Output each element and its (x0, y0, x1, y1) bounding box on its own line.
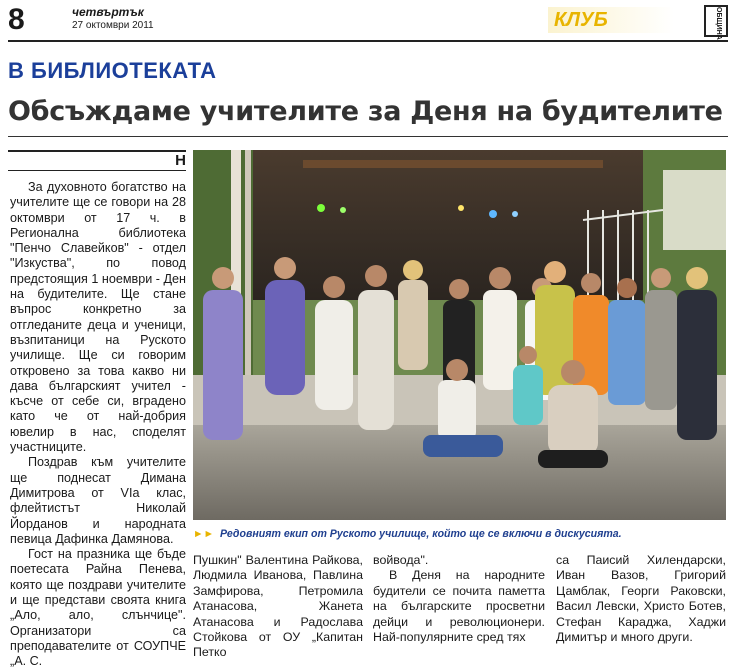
paragraph: Гост на празника ще бъде поетесата Райна Пенева, която ще поздрави учителите и ще представи своята книга „Ало, ало, слънчице". Организатори са преподавателите от СОУПЧЕ „А. С. (10, 547, 186, 669)
page-number: 8 (8, 3, 25, 36)
article-column-4 (556, 553, 726, 645)
paragraph: Пушкин" Валентина Райкова, Людмила Иванова, Павлина Замфирова, Петромила Атанасова, Жанета Атанасова и Радослава Стойкова от ОУ „Капитан Петко (193, 553, 363, 660)
article-column-1 (10, 180, 186, 670)
article-column-2 (193, 553, 363, 661)
headline-divider (8, 136, 728, 137)
photo-caption-text: Редовният екип от Руското училище, който ще се включи в дискусията. (219, 528, 622, 540)
masthead-logo: ОБЩИНА (704, 5, 728, 37)
caption-arrow-icon: ►► (193, 528, 214, 540)
issue-day: четвъртък (72, 5, 144, 19)
paragraph: Поздрав към учителите ще поднесат Димана Димитрова от VIа клас, флейтистът Николай Йорданов и народната певица Дафинка Дамянова. (10, 455, 186, 546)
paragraph: войвода". (373, 553, 429, 567)
author-initial: Н (8, 150, 186, 171)
paragraph: За духовното богатство на учителите ще се говори на 28 октомври от 17 ч. в Регионална библиотека "Пенчо Славейков" - отдел "Изкуства", по повод предстоящия 1 ноември - Ден на будителите. Ще стане въпрос конкретно за отгледаните деца и ученици, възпитаници на Руското училище. Ще си говорим откровено за това какво ни дава българският учител - късче от себе си, вградено като че от най-добрия ювелир в нас, споделят участниците. (10, 180, 186, 455)
issue-date: 27 октомври 2011 (72, 20, 154, 31)
header-divider (8, 40, 728, 42)
article-column-3 (373, 553, 545, 645)
article-photo (193, 150, 726, 520)
paragraph: са Паисий Хилендарски, Иван Вазов, Григорий Цамблак, Георги Раковски, Васил Левски, Христо Ботев, Стефан Караджа, Хаджи Димитър и много други. (556, 553, 726, 645)
article-headline: Обсъждаме учителите за Деня на будителите (8, 96, 723, 127)
photo-caption (193, 528, 726, 540)
paragraph: В Деня на народните будители се почита паметта на българските просветни дейци и революционери. Най-популярните сред тях (373, 568, 545, 645)
section-label: КЛУБ (548, 7, 674, 33)
article-rubric: В БИБЛИОТЕКАТА (8, 58, 217, 83)
